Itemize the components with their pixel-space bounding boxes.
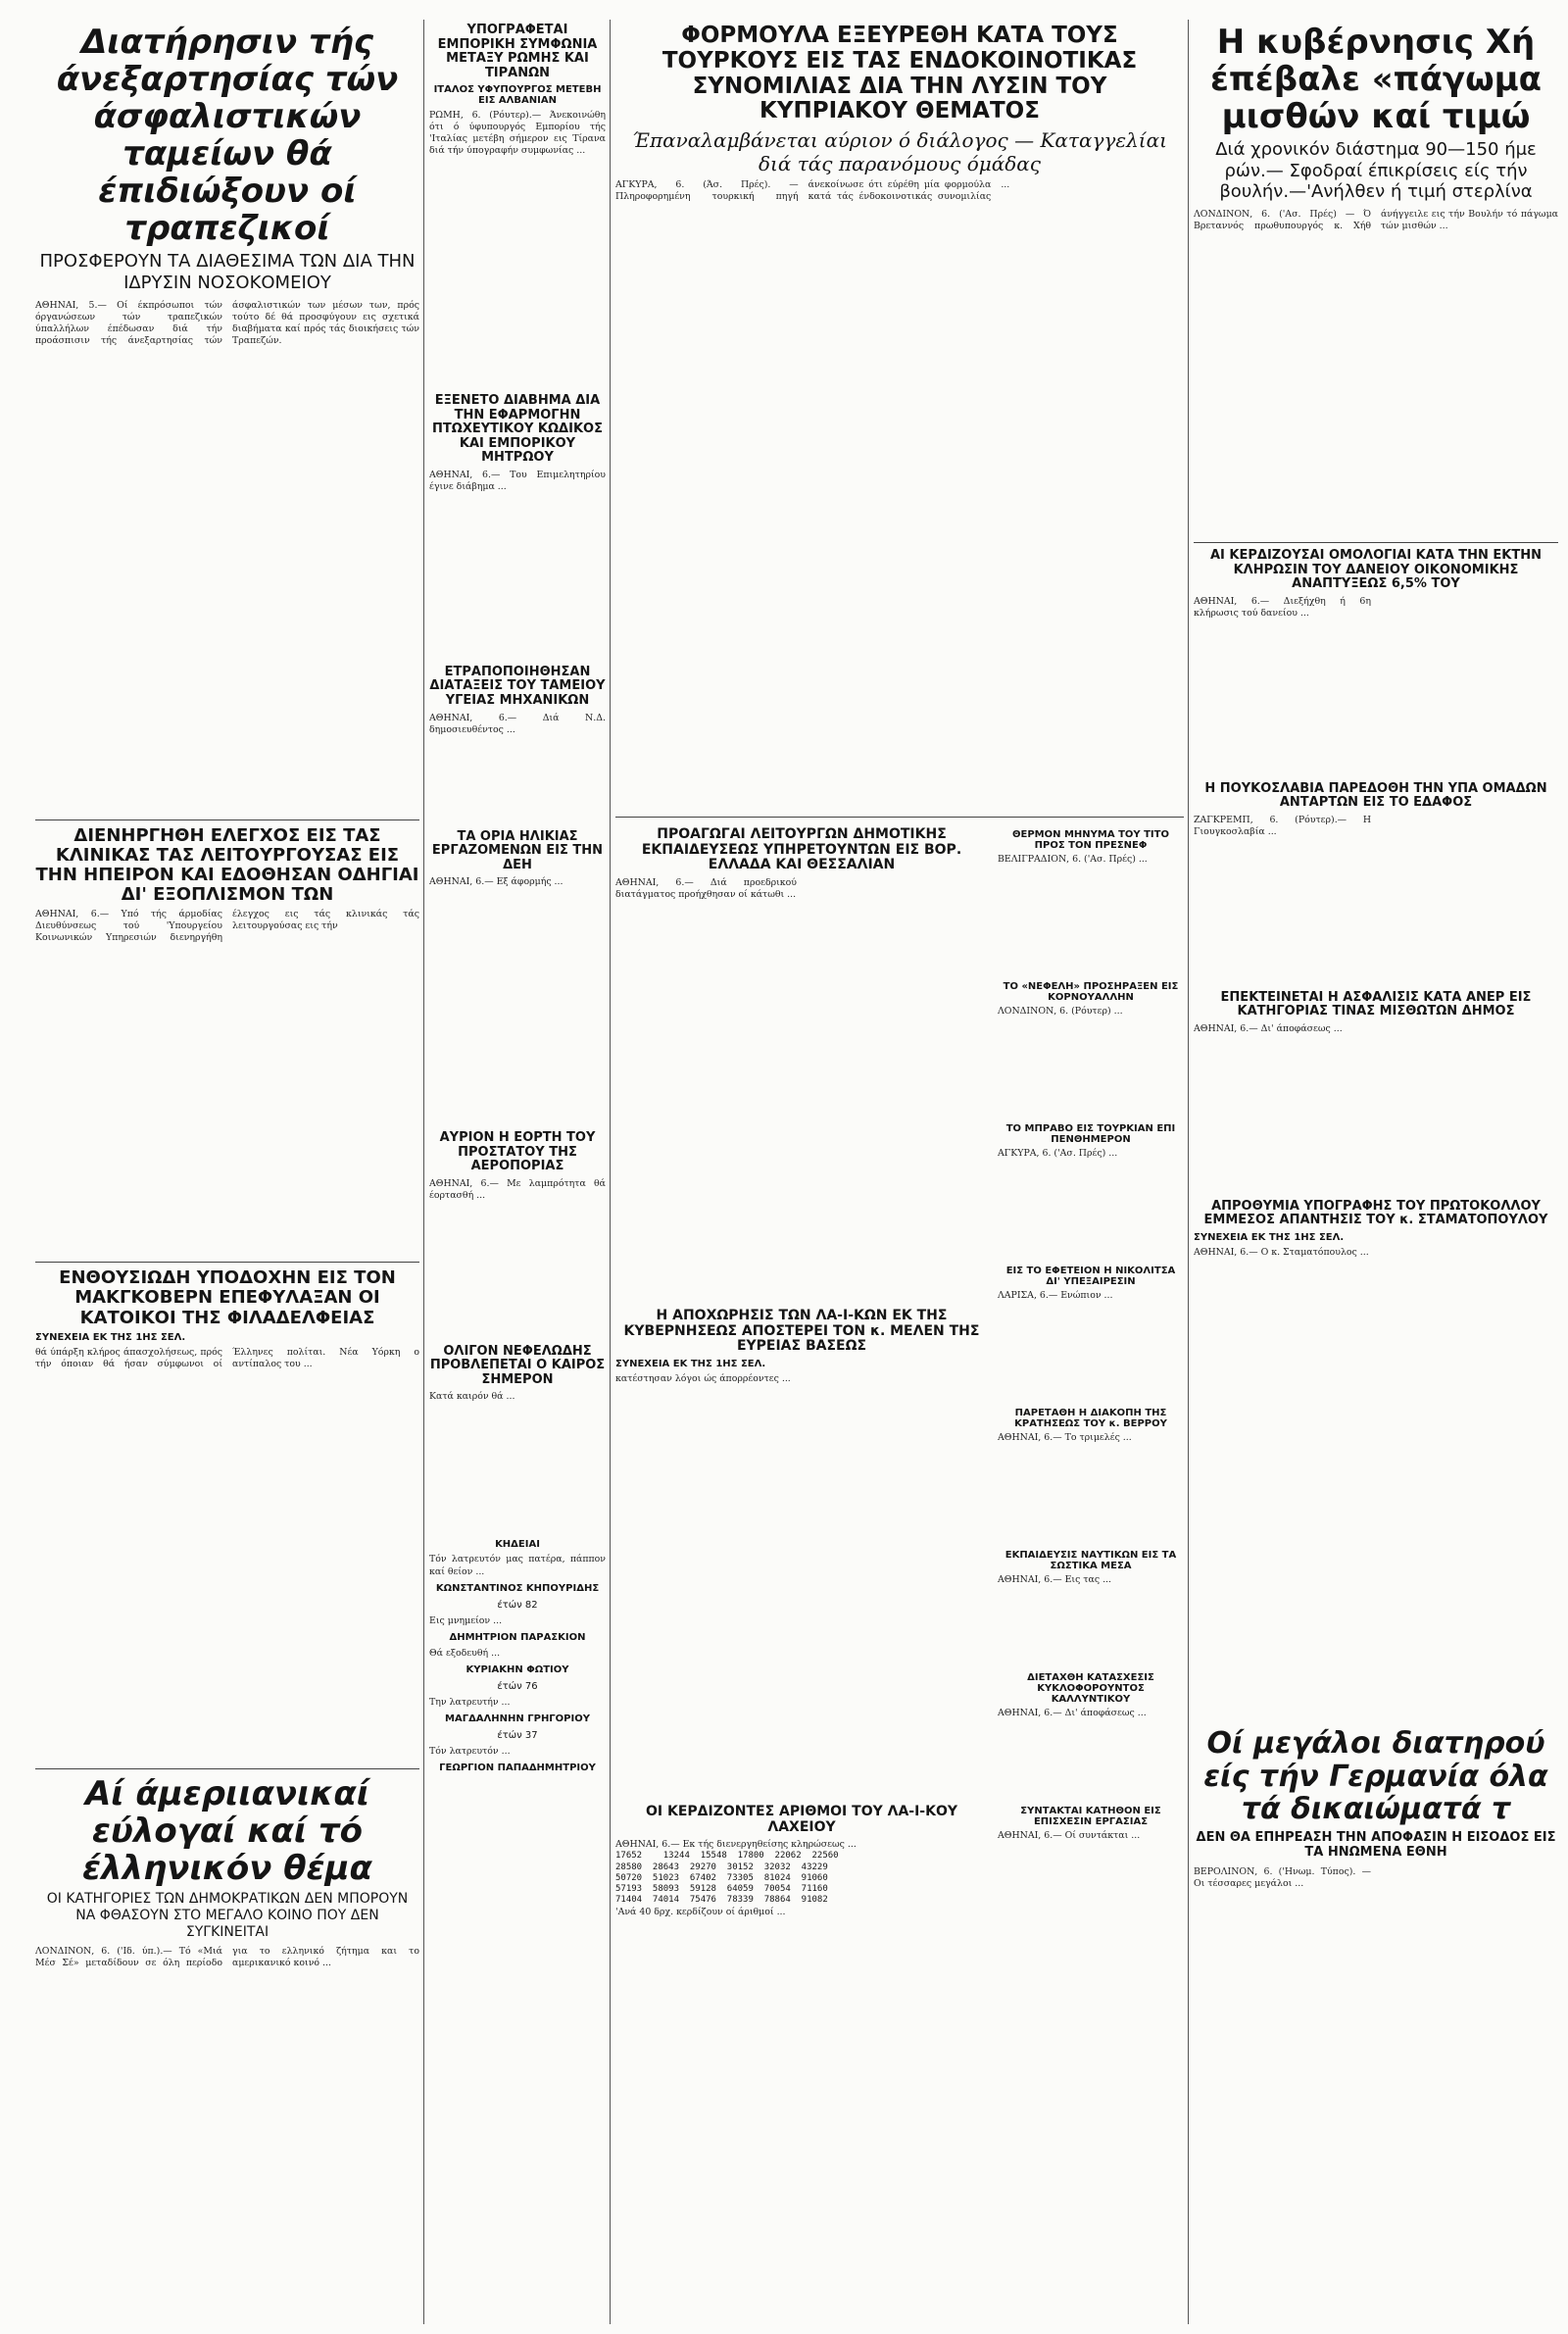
column-2 <box>429 20 606 2324</box>
article-nefeli <box>998 981 1184 1114</box>
article-teacher-promotions <box>615 827 988 1299</box>
subheadline: ΔΕΝ ΘΑ ΕΠΗΡΕΑΣΗ ΤΗΝ ΑΠΟΦΑΣΙΝ Η ΕΙΣΟΔΟΣ ΕΙΣ ΤΑ ΗΝΩΜΕΝΑ ΕΘΝΗ <box>1196 1829 1556 1861</box>
headline: ΟΛΙΓΟΝ ΝΕΦΕΛΩΔΗΣ ΠΡΟΒΛΕΠΕΤΑΙ Ο ΚΑΙΡΟΣ ΣΗΜΕΡΟΝ <box>429 1343 606 1387</box>
notice-text: Εις μνημείον ... <box>429 1614 503 1626</box>
article-bonds <box>1194 549 1558 772</box>
kicker: ΙΤΑΛΟΣ ΥΦΥΠΟΥΡΓΟΣ ΜΕΤΕΒΗ ΕΙΣ ΑΛΒΑΝΙΑΝ <box>433 84 602 107</box>
article-body: ΖΑΓΚΡΕΜΠ, 6. (Ρόυτερ).— Η Γιουγκοσλαβία ... <box>1194 814 1371 837</box>
article-rome-tirana <box>429 24 606 384</box>
divider <box>35 1768 419 1769</box>
headline: ΔΙΕΝΗΡΓΗΘΗ ΕΛΕΓΧΟΣ ΕΙΣ ΤΑΣ ΚΛΙΝΙΚΑΣ ΤΑΣ ΛΕΙΤΟΥΡΓΟΥΣΑΣ ΕΙΣ ΤΗΝ ΗΠΕΙΡΟΝ ΚΑΙ ΕΔΟΘΗΣΑΝ ΟΔΗΓΙΑΙ ΔΙ' ΕΞΟΠΛΙΣΜΟΝ ΤΩΝ <box>35 824 419 906</box>
article-body: ΛΟΝΔΙΝΟΝ, 6. ('Ιδ. ύπ.).— Τό «Μιά Μέσ Σέ» μεταδίδουν σε όλη περίοδο για το ελληνικό ζήτημα και το αμερικανικό κοινό ... <box>35 1946 419 1969</box>
article-body: ΑΘΗΝΑΙ, 6.— Το τριμελές ... <box>998 1432 1132 1443</box>
continuation-label: ΣΥΝΕΧΕΙΑ ΕΚ ΤΗΣ 1ΗΣ ΣΕΛ. <box>1194 1231 1345 1243</box>
headline: ΑΠΡΟΘΥΜΙΑ ΥΠΟΓΡΑΦΗΣ ΤΟΥ ΠΡΩΤΟΚΟΛΛΟΥ ΕΜΜΕΣΟΣ ΑΠΑΝΤΗΣΙΣ ΤΟΥ κ. ΣΤΑΜΑΤΟΠΟΥΛΟΥ <box>1203 1198 1548 1228</box>
article-body: ΑΘΗΝΑΙ, 6.— Διά Ν.Δ. δημοσιευθέντος ... <box>429 712 606 735</box>
lottery-row: 71404 74014 75476 78339 78864 91082 <box>615 1895 828 1906</box>
article-american-elections <box>35 1775 419 2324</box>
column-4 <box>1194 20 1558 2324</box>
subheadline: Έπαναλαμβάνεται αύριον ό διάλογος — Καταγγελίαι διά τάς παρανόμους όμάδας <box>632 128 1167 175</box>
headline: ΤΟ «ΝΕΦΕΛΗ» ΠΡΟΣΗΡΑΞΕΝ ΕΙΣ ΚΟΡΝΟΥΑΛΛΗΝ <box>1003 981 1179 1003</box>
subheadline: Διά χρονικόν διάστημα 90—150 ήμε ρών.— Σφοδραί έπικρίσεις είς τήν βουλήν.—'Ανήλθεν ή τιμή στερλίνα <box>1215 139 1537 203</box>
headline: Η ΠΟΥΚΟΣΛΑΒΙΑ ΠΑΡΕΔΟΘΗ ΤΗΝ ΥΠΑ ΟΜΑΔΩΝ ΑΝΤΑΡΤΩΝ ΕΙΣ ΤΟ ΕΔΑΦΟΣ <box>1204 780 1547 811</box>
article-tito-message <box>998 829 1184 971</box>
article-body: κατέστησαν λόγοι ώς άπορρέοντες ... <box>615 1373 791 1385</box>
article-cyprus-formula <box>615 24 1184 807</box>
article-weather <box>429 1345 606 1529</box>
article-body: ΛΟΝΔΙΝΟΝ, 6. ('Ασ. Πρές) — Ό Βρεταννός πρωθυπουργός κ. Χήθ άνήγγειλε εις τήν Βουλήν τό πάγωμα τών μισθών ... <box>1194 209 1558 232</box>
article-clinics-epirus <box>35 826 419 1253</box>
notice-name: ΔΗΜΗΤΡΙΟΝ ΠΑΡΑΣΚΙΟΝ <box>449 1631 586 1643</box>
headline: ΕΝΘΟΥΣΙΩΔΗ ΥΠΟΔΟΧΗΝ ΕΙΣ ΤΟΝ ΜΑΚΓΚΟΒΕΡΝ ΕΠΕΦΥΛΑΞΑΝ ΟΙ ΚΑΤΟΙΚΟΙ ΤΗΣ ΦΙΛΑΔΕΛΦΕΙΑΣ <box>59 1267 396 1328</box>
lottery-number-table <box>615 1851 988 1906</box>
article-insurance-extension <box>1194 991 1558 1190</box>
headline: ΠΑΡΕΤΑΘΗ Η ΔΙΑΚΟΠΗ ΤΗΣ ΚΡΑΤΗΣΕΩΣ ΤΟΥ κ. ΒΕΡΡΟΥ <box>1014 1408 1167 1429</box>
headline: ΕΠΕΚΤΕΙΝΕΤΑΙ Η ΑΣΦΑΛΙΣΙΣ ΚΑΤΑ ΑΝΕΡ ΕΙΣ ΚΑΤΗΓΟΡΙΑΣ ΤΙΝΑΣ ΜΙΣΘΩΤΩΝ ΔΗΜΟΣ <box>1220 989 1532 1019</box>
continuation-label: ΣΥΝΕΧΕΙΑ ΕΚ ΤΗΣ 1ΗΣ ΣΕΛ. <box>35 1331 186 1343</box>
article-protocol <box>1194 1200 1558 1717</box>
lottery-row: 28580 28643 29270 30152 32032 43229 <box>615 1862 828 1872</box>
notice-text: Τόν λατρευτόν ... <box>429 1745 511 1757</box>
article-laiki-withdrawal <box>615 1309 988 1795</box>
article-air-force-feast <box>429 1131 606 1335</box>
headline: ΕΤΡΑΠΟΠΟΙΗΘΗΣΑΝ ΔΙΑΤΑΞΕΙΣ ΤΟΥ ΤΑΜΕΙΟΥ ΥΓΕΙΑΣ ΜΗΧΑΝΙΚΩΝ <box>429 664 606 709</box>
continuation-label: ΣΥΝΕΧΕΙΑ ΕΚ ΤΗΣ 1ΗΣ ΣΕΛ. <box>615 1359 766 1370</box>
column-rule <box>610 20 611 2324</box>
notice-name: ΚΩΝΣΤΑΝΤΙΝΟΣ ΚΗΠΟΥΡΙΔΗΣ <box>435 1582 600 1594</box>
article-body: ΑΘΗΝΑΙ, 6.— Διεξήχθη ή 6η κλήρωσις τού δανείου ... <box>1194 595 1371 619</box>
article-body: ΑΘΗΝΑΙ, 6.— Του Επιμελητηρίου έγινε διάβημα ... <box>429 469 606 492</box>
article-sailors-training <box>998 1550 1184 1663</box>
notice-age: έτών 82 <box>497 1599 538 1611</box>
notice-name: ΓΕΩΡΓΙΟΝ ΠΑΠΑΔΗΜΗΤΡΙΟΥ <box>439 1762 596 1773</box>
headline: ΦΟΡΜΟΥΛΑ ΕΞΕΥΡΕΘΗ ΚΑΤΑ ΤΟΥΣ ΤΟΥΡΚΟΥΣ ΕΙΣ ΤΑΣ ΕΝΔΟΚΟΙΝΟΤΙΚΑΣ ΣΥΝΟΜΙΛΙΑΣ ΔΙΑ ΤΗΝ ΛΥΣΙΝ ΤΟΥ ΚΥΠΡΙΑΚΟΥ ΘΕΜΑΤΟΣ <box>662 23 1138 124</box>
funeral-notice <box>429 1554 606 1611</box>
article-body: θά ύπάρξη κλήρος άπασχολήσεως, πρός τήν όποιαν θά ήσαν σύμφωνοι οί Έλληνες πολίται. Νέα Υόρκη ο αντίπαλος του ... <box>35 1346 419 1369</box>
notices-title: ΚΗΔΕΙΑΙ <box>495 1539 540 1551</box>
notice-text: Την λατρευτήν ... <box>429 1696 511 1708</box>
funeral-notice <box>429 1746 606 1774</box>
headline: ΕΙΣ ΤΟ ΕΦΕΤΕΙΟΝ Η ΝΙΚΟΛΙΤΣΑ ΔΙ' ΥΠΕΞΑΙΡΕΣΙΝ <box>1005 1266 1176 1287</box>
divider <box>1194 542 1558 543</box>
article-body: ΑΘΗΝΑΙ, 6.— Με λαμπρότητα θά έορτασθή ... <box>429 1177 606 1201</box>
article-body: ΒΕΡΟΛΙΝΟΝ, 6. ('Ηνωμ. Τύπος). — Οι τέσσαρες μεγάλοι ... <box>1194 1865 1371 1889</box>
article-body: ΑΘΗΝΑΙ, 6.— Οί συντάκται ... <box>998 1830 1141 1841</box>
article-body: ΑΘΗΝΑΙ, 6.— Ο κ. Σταματόπουλος ... <box>1194 1246 1369 1258</box>
article-body: ΑΓΚΥΡΑ, 6. (Άσ. Πρές). — Πληροφορημένη τουρκική πηγή άνεκοίνωσε ότι εύρέθη μία φορμούλα κατά τάς ένδοκοινοτικάς συνομιλίας ... <box>615 179 1010 203</box>
lower-left <box>615 823 988 1928</box>
notices-list <box>429 1554 606 1773</box>
subheadline: ΟΙ ΚΑΤΗΓΟΡΙΕΣ ΤΩΝ ΔΗΜΟΚΡΑΤΙΚΩΝ ΔΕΝ ΜΠΟΡΟΥΝ ΝΑ ΦΘΑΣΟΥΝ ΣΤΟ ΜΕΓΑΛΟ ΚΟΙΝΟ ΠΟΥ ΔΕΝ ΣΥΓΚΙΝΕΙΤΑΙ <box>46 1890 409 1940</box>
lower-right <box>998 823 1184 1928</box>
column-3 <box>615 20 1184 2324</box>
article-heath-freeze <box>1194 24 1558 532</box>
headline: ΤΑ ΟΡΙΑ ΗΛΙΚΙΑΣ ΕΡΓΑΖΟΜΕΝΩΝ ΕΙΣ ΤΗΝ ΔΕΗ <box>431 828 604 872</box>
headline: Οί μεγάλοι διατηρού είς τήν Γερμανία όλα τά δικαιώματά τ <box>1203 1725 1548 1827</box>
article-cosmetic-seizure <box>998 1672 1184 1796</box>
article-intro: ΑΘΗΝΑΙ, 6.— Εκ τής διενεργηθείσης κληρώσεως ... <box>615 1839 857 1851</box>
article-editors-strike <box>998 1806 1184 1909</box>
article-body: ΑΘΗΝΑΙ, 6.— Εξ άφορμής ... <box>429 876 564 888</box>
headline: ΑΙ ΚΕΡΔΙΖΟΥΣΑΙ ΟΜΟΛΟΓΙΑΙ ΚΑΤΑ ΤΗΝ ΕΚΤΗΝ ΚΛΗΡΩΣΙΝ ΤΟΥ ΔΑΝΕΙΟΥ ΟΙΚΟΝΟΜΙΚΗΣ ΑΝΑΠΤΥΞΕΩΣ 6,5% ΤΟΥ <box>1209 548 1543 592</box>
lottery-row: 57193 58093 59128 64059 70054 71160 <box>615 1884 828 1895</box>
notice-age: έτών 76 <box>497 1680 538 1692</box>
article-body: ΛΟΝΔΙΝΟΝ, 6. (Ρόυτερ) ... <box>998 1006 1123 1017</box>
article-tail: 'Ανά 40 δρχ. κερδίζουν οί άριθμοί ... <box>615 1906 786 1917</box>
divider <box>615 817 1184 818</box>
headline: ΟΙ ΚΕΡΔΙΖΟΝΤΕΣ ΑΡΙΘΜΟΙ ΤΟΥ ΛΑ-Ι-ΚΟΥ ΛΑΧΕΙΟΥ <box>646 1804 957 1835</box>
funeral-notice <box>429 1648 606 1693</box>
divider <box>35 819 419 820</box>
headline: Η κυβέρνησις Χή έπέβαλε «πάγωμα μισθών καί τιμώ <box>1209 23 1543 137</box>
article-bravo <box>998 1123 1184 1256</box>
article-body: ΒΕΛΙΓΡΑΔΙΟΝ, 6. ('Ασ. Πρές) ... <box>998 854 1148 865</box>
headline: ΕΞΕΝΕΤΟ ΔΙΑΒΗΜΑ ΔΙΑ ΤΗΝ ΕΦΑΡΜΟΓΗΝ ΠΤΩΧΕΥΤΙΚΟΥ ΚΩΔΙΚΟΣ ΚΑΙ ΕΜΠΟΡΙΚΟΥ ΜΗΤΡΩΟΥ <box>432 393 603 466</box>
notice-name: ΚΥΡΙΑΚΗΝ ΦΩΤΙΟΥ <box>466 1664 569 1675</box>
article-body: ΑΘΗΝΑΙ, 6.— Υπό τής άρμοδίας Διευθύνσεως τού 'Υπουργείου Κοινωνικών Υπηρεσιών διενηργήθη έλεγχος εις τάς κλινικάς τάς λειτουργούσας εις τήν <box>35 909 419 944</box>
headline: Η ΑΠΟΧΩΡΗΣΙΣ ΤΩΝ ΛΑ-Ι-ΚΩΝ ΕΚ ΤΗΣ ΚΥΒΕΡΝΗΣΕΩΣ ΑΠΟΣΤΕΡΕΙ ΤΟΝ κ. ΜΕΛΕΝ ΤΗΣ ΕΥΡΕΙΑΣ ΒΑΣΕΩΣ <box>623 1308 980 1355</box>
lower-section <box>615 823 1184 1928</box>
article-body: ΑΘΗΝΑΙ, 5.— Οί έκπρόσωποι τών όργανώσεων τών τραπεζικών ύπαλλήλων έπέδωσαν διά τήν προάσπισιν τής άνεξαρτησίας τών άσφαλιστικών των μέσων των, πρός τούτο δέ θά προσφύγουν εις σχετικά διαβήματα καί πρός τάς διοικήσεις τών Τραπεζών. <box>35 299 419 346</box>
article-nikolitsa <box>998 1266 1184 1398</box>
column-rule <box>423 20 424 2324</box>
headline: ΠΡΟΑΓΩΓΑΙ ΛΕΙΤΟΥΡΓΩΝ ΔΗΜΟΤΙΚΗΣ ΕΚΠΑΙΔΕΥΣΕΩΣ ΥΠΗΡΕΤΟΥΝΤΩΝ ΕΙΣ ΒΟΡ. ΕΛΛΑΔΑ ΚΑΙ ΘΕΣΣΑΛΙΑΝ <box>641 826 962 873</box>
notice-name: ΜΑΓΔΑΛΗΝΗΝ ΓΡΗΓΟΡΙΟΥ <box>445 1713 590 1724</box>
article-body: ΑΘΗΝΑΙ, 6.— Δι' άποφάσεως ... <box>1194 1022 1343 1034</box>
headline: ΣΥΝΤΑΚΤΑΙ ΚΑΤΗΘΟΝ ΕΙΣ ΕΠΙΣΧΕΣΙΝ ΕΡΓΑΣΙΑΣ <box>1020 1806 1161 1827</box>
article-bankruptcy-code <box>429 394 606 656</box>
column-rule <box>1188 20 1189 2324</box>
notice-age: έτών 37 <box>497 1729 538 1741</box>
article-body: ΑΘΗΝΑΙ, 6.— Δι' άποφάσεως ... <box>998 1708 1147 1718</box>
article-body: ΑΓΚΥΡΑ, 6. ('Ασ. Πρές) ... <box>998 1148 1118 1159</box>
headline: ΔΙΕΤΑΧΘΗ ΚΑΤΑΣΧΕΣΙΣ ΚΥΚΛΟΦΟΡΟΥΝΤΟΣ ΚΑΛΛΥΝΤΙΚΟΥ <box>1027 1672 1154 1705</box>
article-lottery-numbers <box>615 1805 988 1918</box>
headline: Διατήρησιν τής άνεξαρτησίας τών άσφαλιστικών ταμείων θά έπιδιώξουν οί τραπεζικοί <box>56 23 399 249</box>
article-dei-age-limits <box>429 830 606 1122</box>
funeral-notices <box>429 1538 606 1773</box>
article-engineers-fund <box>429 666 606 820</box>
article-body: ΡΩΜΗ, 6. (Ρόυτερ).— Άνεκοινώθη ότι ό ύφυπουργός Εμπορίου τής 'Ιταλίας μετέβη σήμερον εις Τίρανα διά τήν ύπογραφήν συμφωνίας ... <box>429 110 606 157</box>
notice-text: Τόν λατρευτόν μας πατέρα, πάππον καί θείον ... <box>429 1554 606 1577</box>
headline: ΤΟ ΜΠΡΑΒΟ ΕΙΣ ΤΟΥΡΚΙΑΝ ΕΠΙ ΠΕΝΘΗΜΕΡΟΝ <box>1005 1123 1176 1145</box>
headline: Αί άμεριιανικαί εύλογαί καί τό έλληνικόν θέμα <box>82 1773 372 1888</box>
lottery-row: 50720 51023 67402 73305 81024 91060 <box>615 1872 828 1883</box>
notice-text: Θά εξοδευθή ... <box>429 1647 501 1659</box>
funeral-notice <box>429 1615 606 1644</box>
article-insurance-funds <box>35 24 419 810</box>
article-verros <box>998 1408 1184 1540</box>
article-yugoslavia <box>1194 782 1558 981</box>
article-body: Κατά καιρόν θά ... <box>429 1391 515 1403</box>
column-1 <box>35 20 419 2324</box>
headline: ΑΥΡΙΟΝ Η ΕΟΡΤΗ ΤΟΥ ΠΡΟΣΤΑΤΟΥ ΤΗΣ ΑΕΡΟΠΟΡΙΑΣ <box>439 1130 596 1174</box>
funeral-notice <box>429 1697 606 1742</box>
subheadline: ΠΡΟΣΦΕΡΟΥΝ ΤΑ ΔΙΑΘΕΣΙΜΑ ΤΩΝ ΔΙΑ ΤΗΝ ΙΔΡΥΣΙΝ ΝΟΣΟΚΟΜΕΙΟΥ <box>39 251 416 294</box>
article-body: ΛΑΡΙΣΑ, 6.— Ενώπιον ... <box>998 1290 1113 1301</box>
article-germany-rights <box>1194 1727 1558 2062</box>
article-body: ΑΘΗΝΑΙ, 6.— Διά προεδρικού διατάγματος προήχθησαν οί κάτωθι ... <box>615 877 797 901</box>
article-body: ΑΘΗΝΑΙ, 6.— Εις τας ... <box>998 1574 1112 1585</box>
headline: ΘΕΡΜΟΝ ΜΗΝΥΜΑ ΤΟΥ ΤΙΤΟ ΠΡΟΣ ΤΟΝ ΠΡΕΣΝΕΦ <box>1012 829 1169 851</box>
lottery-row: 17652 13244 15548 17800 22062 22560 <box>615 1851 839 1862</box>
headline: ΥΠΟΓΡΑΦΕΤΑΙ ΕΜΠΟΡΙΚΗ ΣΥΜΦΩΝΙΑ ΜΕΤΑΞΥ ΡΩΜΗΣ ΚΑΙ ΤΙΡΑΝΩΝ <box>437 23 598 80</box>
article-mcgovern <box>35 1268 419 1758</box>
divider <box>35 1262 419 1263</box>
headline: ΕΚΠΑΙΔΕΥΣΙΣ ΝΑΥΤΙΚΩΝ ΕΙΣ ΤΑ ΣΩΣΤΙΚΑ ΜΕΣΑ <box>1004 1550 1177 1571</box>
